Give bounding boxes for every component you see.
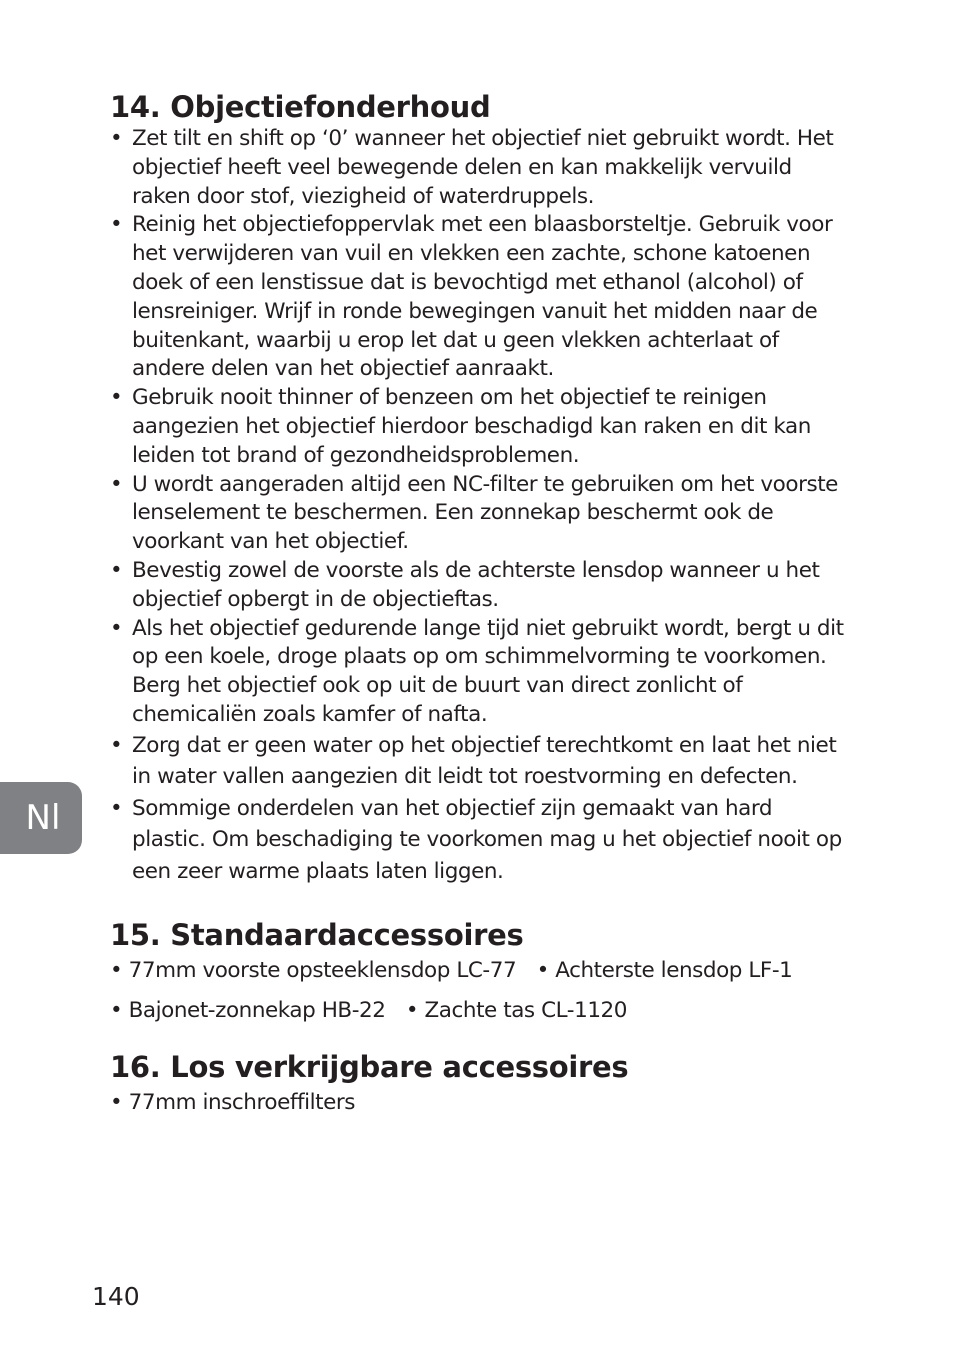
standard-accessories-row — [110, 997, 641, 1025]
accessory-item: • 77mm inschroeffilters — [110, 1089, 355, 1117]
optional-accessories-row — [110, 1089, 369, 1117]
bullet-item: • U wordt aangeraden altijd een NC-filter te gebruiken om het voorste lenselement te beschermen. Een zonnekap beschermt ook de voorkant van het objectief. — [110, 471, 850, 557]
page-number: 140 — [92, 1282, 140, 1311]
standard-accessories-row — [110, 957, 806, 985]
bullet-item: • Gebruik nooit thinner of benzeen om het objectief te reinigen aangezien het objectief hierdoor beschadigd kan raken en dit kan leiden tot brand of gezondheidsproblemen. — [110, 384, 850, 470]
section-heading-optional-accessories: 16. Los verkrijgbare accessoires — [110, 1050, 629, 1084]
section-heading-maintenance: 14. Objectiefonderhoud — [110, 90, 491, 124]
accessory-item: • Achterste lensdop LF-1 — [537, 957, 793, 985]
bullet-item: • Sommige onderdelen van het objectief zijn gemaakt van hard plastic. Om beschadiging te voorkomen mag u het objectief nooit op een zeer warme plaats laten liggen. — [110, 793, 850, 888]
accessory-item: • Bajonet-zonnekap HB-22 — [110, 997, 386, 1025]
bullet-item: • Bevestig zowel de voorste als de achterste lensdop wanneer u het objectief opbergt in de objectieftas. — [110, 557, 850, 615]
bullet-item: • Zorg dat er geen water op het objectief terechtkomt en laat het niet in water vallen aangezien dit leidt tot roestvorming en defecten. — [110, 730, 850, 793]
bullet-item: • Zet tilt en shift op ‘0’ wanneer het objectief niet gebruikt wordt. Het objectief heeft veel bewegende delen en kan makkelijk vervuild raken door stof, viezigheid of waterdruppels. — [110, 125, 850, 211]
accessory-item: • 77mm voorste opsteeklensdop LC-77 — [110, 957, 516, 985]
maintenance-bullet-list — [110, 125, 850, 887]
bullet-item: • Als het objectief gedurende lange tijd niet gebruikt wordt, bergt u dit op een koele, droge plaats op om schimmelvorming te voorkomen. Berg het objectief ook op uit de buurt van direct zonlicht of chemicaliën zoals kamfer of nafta. — [110, 615, 850, 730]
accessory-item: • Zachte tas CL-1120 — [406, 997, 627, 1025]
section-heading-standard-accessories: 15. Standaardaccessoires — [110, 918, 524, 952]
bullet-item: • Reinig het objectiefoppervlak met een blaasborsteltje. Gebruik voor het verwijderen van vuil en vlekken een zachte, schone katoenen doek of een lenstissue dat is bevochtigd met ethanol (alcohol) of lensreiniger. Wrijf in ronde bewegingen vanuit het midden naar de buitenkant, waarbij u erop let dat u geen vlekken achterlaat of andere delen van het objectief aanraakt. — [110, 211, 850, 384]
language-tab: Nl — [0, 782, 82, 854]
